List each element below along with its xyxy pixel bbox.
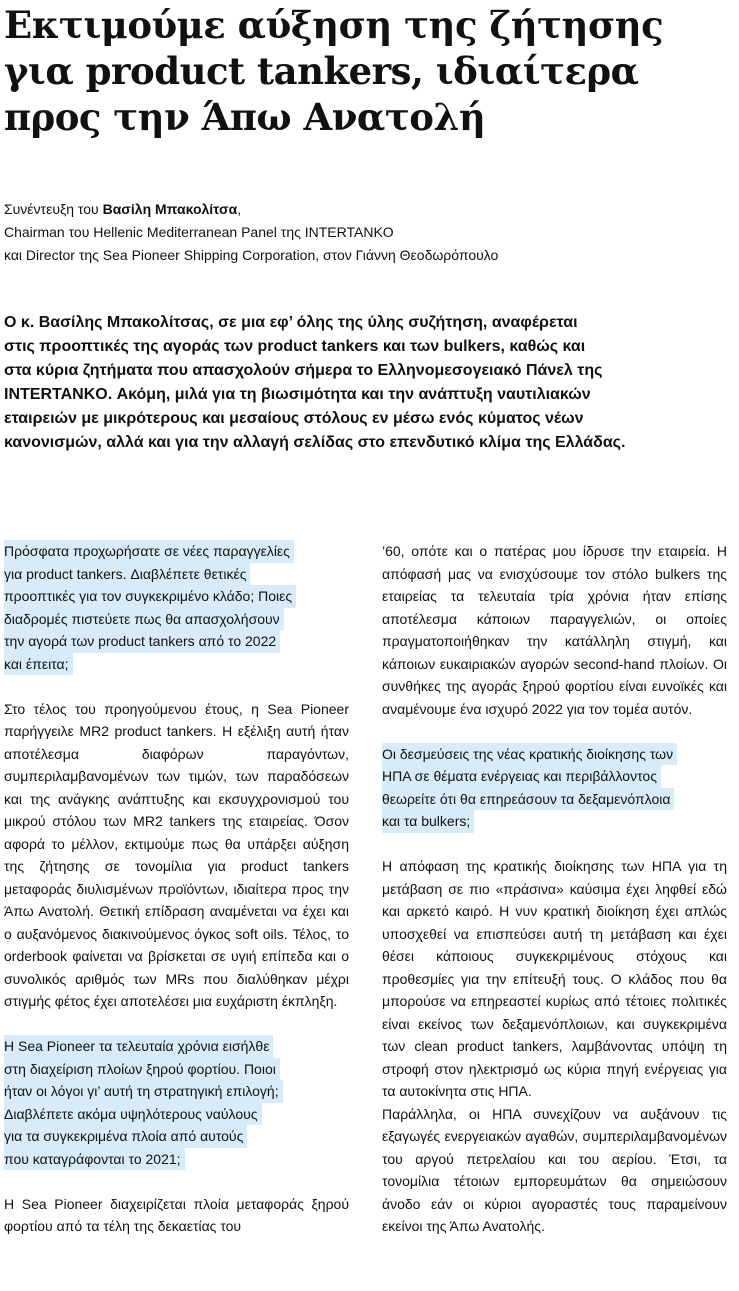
interviewee-name: Βασίλη Μπακολίτσα	[102, 201, 238, 217]
byline-line-3: και Director της Sea Pioneer Shipping Corporation, στον Γιάννη Θεοδωρόπουλο	[4, 247, 499, 263]
question-line: Η Sea Pioneer τα τελευταία χρόνια εισήλθε	[4, 1035, 273, 1058]
byline-prefix: Συνέντευξη του	[4, 201, 103, 217]
question-line: Οι δεσμεύσεις της νέας κρατικής διοίκησης των	[382, 743, 677, 766]
question-line: για τα συγκεκριμένα πλοία από αυτούς	[4, 1125, 247, 1148]
byline-line-2: Chairman του Hellenic Mediterranean Panel της INTERTANKO	[4, 224, 394, 240]
lead-line: στις προοπτικές της αγοράς των product tankers και των bulkers, καθώς και	[4, 338, 586, 355]
right-column	[382, 540, 727, 1238]
question-1	[4, 540, 349, 675]
question-line: ΗΠΑ σε θέματα ενέργειας και περιβάλλοντος	[382, 765, 661, 788]
lead-paragraph	[4, 311, 724, 455]
answer-3-paragraph-2: Παράλληλα, οι ΗΠΑ συνεχίζουν να αυξάνουν τις εξαγωγές ενεργειακών αγαθών, συμπεριλαμβανομένων του αργού πετρελαίου και του αερίου. Έτσι, τα τονομίλια τέτοιων εμπορευμάτων θα σημειώσουν άνοδο εάν οι κύριοι αγοραστές τους παραμείνουν εκείνοι της Άπω Ανατολής.	[382, 1105, 727, 1234]
question-line: προοπτικές για τον συγκεκριμένο κλάδο; Ποιες	[4, 585, 296, 608]
title-line: Εκτιμούμε αύξηση της ζήτησης	[4, 3, 664, 47]
question-line: διαδρομές πιστεύετε πως θα απασχολήσουν	[4, 608, 284, 631]
left-column	[4, 540, 349, 1238]
question-3	[382, 743, 727, 833]
answer-2-continued: ’60, οπότε και ο πατέρας μου ίδρυσε την εταιρεία. Η απόφασή μας να ενισχύσουμε τον στόλο bulkers της εταιρείας τα τελευταία τρία χρόνια ήταν επίσης αποτέλεσμα κάποιων παραγγελιών, οι οποίες πραγματοποιήθηκαν την κατάλληλη στιγμή, και κάποιων ευκαιριακών αγορών second-hand πλοίων. Οι συνθήκες της αγοράς ξηρού φορτίου είναι ευνοϊκές και αναμένουμε ένα ισχυρό 2022 για τον τομέα αυτόν.	[382, 543, 727, 717]
title-line: προς την Άπω Ανατολή	[4, 95, 486, 139]
question-line: που καταγράφονται το 2021;	[4, 1148, 185, 1171]
lead-line: INTERTANKO. Ακόμη, μιλά για τη βιωσιμότητα και την ανάπτυξη ναυτιλιακών	[4, 386, 591, 403]
answer-1: Στο τέλος του προηγούμενου έτους, η Sea Pioneer παρήγγειλε MR2 product tankers. Η εξέλιξη αυτή ήταν αποτέλεσμα διαφόρων παραγόντων, συμπεριλαμβανομένων των τιμών, των παραδόσεων και της ανάγκης ανάπτυξης και εκσυγχρονισμού του μικρού στόλου των MR2 tankers της εταιρείας. Όσον αφορά το μέλλον, εκτιμούμε πως θα υπάρξει αύξηση της ζήτησης σε τονομίλια για product tankers μεταφοράς διυλισμένων προϊόντων, ιδιαίτερα προς την Άπω Ανατολή. Θετική επίδραση αναμένεται να έχει και ο αυξανόμενος διακινούμενος όγκος soft oils. Τέλος, το orderbook φαίνεται να βρίσκεται σε υγιή επίπεδα και ο συνολικός αριθμός των MRs που διαλύθηκαν μέχρι στιγμής φέτος έχει αποτελέσει μια ευχάριστη έκπληξη.	[4, 700, 349, 1009]
byline	[4, 198, 724, 267]
answer-2: Η Sea Pioneer διαχειρίζεται πλοία μεταφοράς ξηρού φορτίου από τα τέλη της δεκαετίας του	[4, 1195, 349, 1234]
lead-line: στα κύρια ζητήματα που απασχολούν σήμερα το Ελληνομεσογειακό Πάνελ της	[4, 362, 603, 379]
question-line: την αγορά των product tankers από το 2022	[4, 630, 280, 653]
question-line: και έπειτα;	[4, 653, 73, 676]
byline-suffix: ,	[237, 201, 242, 217]
byline-line-1	[4, 198, 724, 221]
lead-line: Ο κ. Βασίλης Μπακολίτσας, σε μια εφ’ όλης της ύλης συζήτηση, αναφέρεται	[4, 314, 578, 331]
question-line: και τα bulkers;	[382, 810, 474, 833]
lead-line: κανονισμών, αλλά και για την αλλαγή σελίδας στο επενδυτικό κλίμα της Ελλάδας.	[4, 434, 626, 451]
lead-line: εταιρειών με μικρότερους και μεσαίους στόλους εν μέσω ενός κύματος νέων	[4, 410, 584, 427]
question-line: για product tankers. Διαβλέπετε θετικές	[4, 563, 250, 586]
title-line: για product tankers, ιδιαίτερα	[4, 49, 639, 93]
question-line: Πρόσφατα προχωρήσατε σε νέες παραγγελίες	[4, 540, 294, 563]
article-title	[4, 2, 724, 140]
question-2	[4, 1035, 349, 1170]
question-line: Διαβλέπετε ακόμα υψηλότερους ναύλους	[4, 1103, 262, 1126]
question-line: θεωρείτε ότι θα επηρεάσουν τα δεξαμενόπλοια	[382, 788, 674, 811]
answer-3: Η απόφαση της κρατικής διοίκησης των ΗΠΑ για τη μετάβαση σε πιο «πράσινα» καύσιμα έχει ληφθεί εδώ και αρκετό καιρό. Η νυν κρατική διοίκηση έχει απλώς υποσχεθεί να επισπεύσει αυτή τη μετάβαση και έχει θέσει κάποιους συγκεκριμένους στόχους και προθεσμίες για την επίτευξή τους. Ο κλάδος που θα μπορούσε να επηρεαστεί κυρίως από τέτοιες πολιτικές είναι εκείνος των δεξαμενόπλοιων, και συγκεκριμένα των clean product tankers, λαμβάνοντας υπόψη τη στροφή στον ηλεκτρισμό ως κύρια πηγή ενέργειας για τα αυτοκίνητα στις ΗΠΑ.	[382, 858, 727, 1099]
question-line: στη διαχείριση πλοίων ξηρού φορτίου. Ποιοι	[4, 1058, 280, 1081]
question-line: ήταν οι λόγοι γι’ αυτή τη στρατηγική επιλογή;	[4, 1080, 283, 1103]
